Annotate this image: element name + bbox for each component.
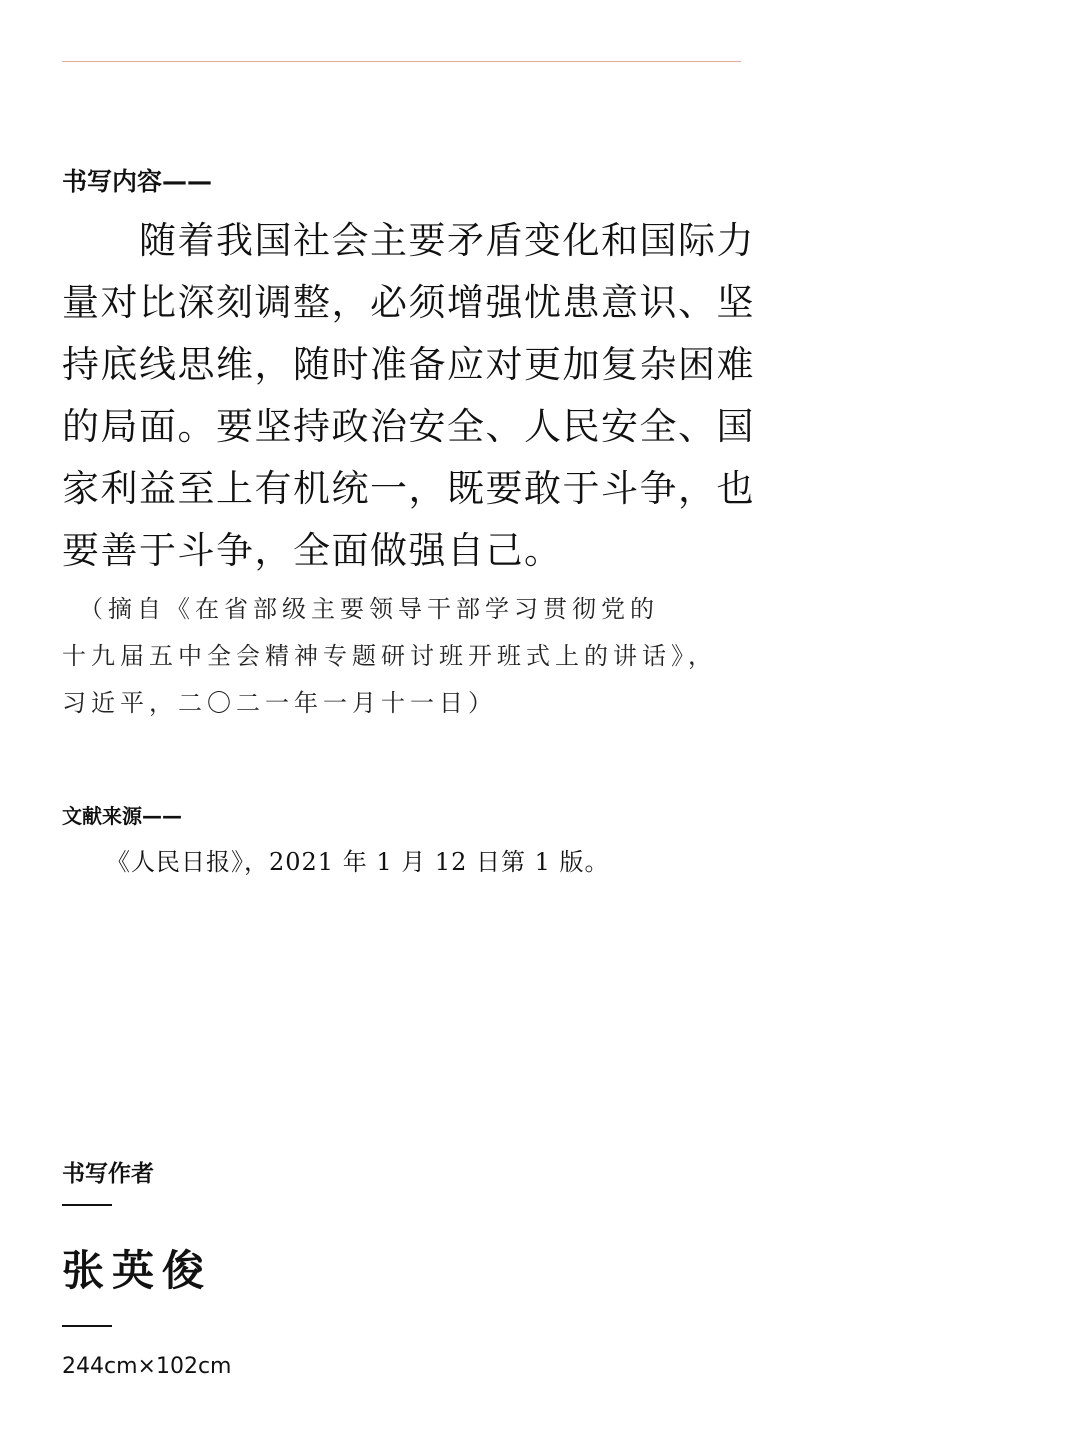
author-heading: 书写作者 <box>62 1161 154 1187</box>
artwork-dimensions: 244cm×102cm <box>62 1354 232 1379</box>
size-divider <box>62 1325 112 1327</box>
source-text: 《人民日报》，2021 年 1 月 12 日第 1 版。 <box>106 848 610 876</box>
quote-body <box>62 210 755 582</box>
author-divider <box>62 1204 112 1206</box>
quote-line: 要善于斗争，全面做强自己。 <box>62 529 563 572</box>
content-heading: 书写内容—— <box>62 167 213 196</box>
quote-line: 的局面。要坚持政治安全、人民安全、国 <box>62 405 755 448</box>
citation-line: 十九届五中全会精神专题研讨班开班式上的讲话》， <box>62 642 717 670</box>
author-name: 张英俊 <box>62 1246 213 1295</box>
source-heading: 文献来源—— <box>62 804 182 828</box>
citation-line: （摘自《在省部级主要领导干部学习贯彻党的 <box>62 595 659 623</box>
citation <box>62 586 762 727</box>
quote-line: 量对比深刻调整，必须增强忧患意识、坚 <box>62 281 755 324</box>
citation-line: 习近平，二〇二一年一月十一日） <box>62 689 497 717</box>
quote-line: 家利益至上有机统一，既要敢于斗争，也 <box>62 467 755 510</box>
quote-line: 随着我国社会主要矛盾变化和国际力 <box>62 219 755 262</box>
top-divider <box>62 61 741 62</box>
quote-line: 持底线思维，随时准备应对更加复杂困难 <box>62 343 755 386</box>
